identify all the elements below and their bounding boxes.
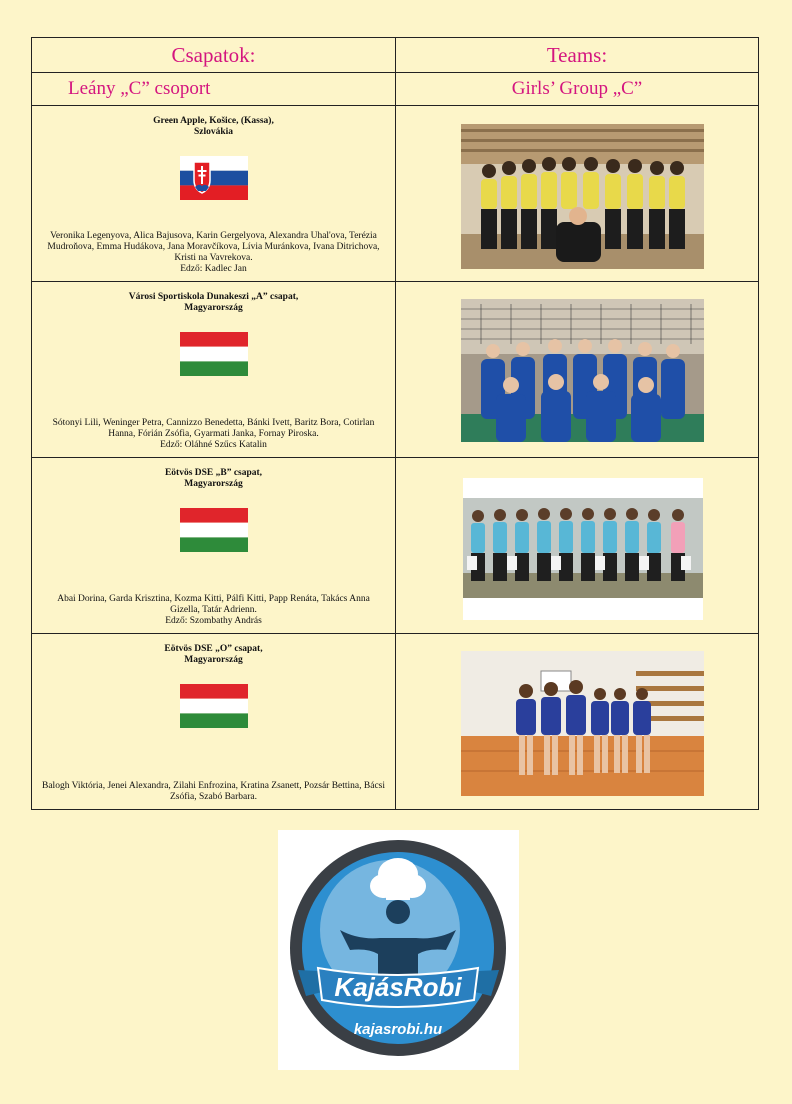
table-row	[32, 458, 759, 634]
players-list: Balogh Viktória, Jenei Alexandra, Zilahi Enfrozina, Kratina Zsanett, Pozsár Bettina, Bácsi Zsófia, Szabó Barbara.	[42, 781, 386, 802]
team-name-line: Eötvös DSE „B” csapat,	[164, 468, 263, 478]
team-players	[42, 594, 385, 627]
team-name	[32, 458, 395, 490]
team-photo-cell	[396, 458, 759, 634]
team-info-cell	[32, 634, 396, 810]
subheader-right-title: Girls’ Group „C”	[511, 78, 643, 99]
logo-url-text: kajasrobi.hu	[353, 1021, 443, 1038]
team-players	[42, 231, 385, 275]
hungary-flag-icon	[180, 332, 248, 376]
team-photo-gym	[461, 651, 704, 796]
table-row	[32, 634, 759, 810]
team-name-line: Green Apple, Košice, (Kassa),	[153, 116, 274, 126]
team-photo-medals	[463, 478, 703, 620]
table-row	[32, 106, 759, 282]
players-list: Abai Dorina, Garda Krisztina, Kozma Kitti, Pálfi Kitti, Papp Renáta, Takács Anna Gizella, Tatár Adrienn.	[57, 594, 370, 615]
team-info-cell	[32, 282, 396, 458]
team-info-cell	[32, 458, 396, 634]
coach-name: Edző: Szombathy András	[165, 616, 262, 626]
team-country: Szlovákia	[193, 127, 234, 137]
team-info-cell	[32, 106, 396, 282]
team-country: Magyarország	[184, 655, 243, 665]
logo-brand-text: KajásRobi	[334, 972, 462, 1002]
team-country: Magyarország	[184, 479, 243, 489]
team-photo-yellow	[461, 124, 704, 269]
subheader-right-cell	[396, 73, 759, 106]
team-name	[32, 634, 395, 666]
team-name	[32, 282, 395, 314]
subheader-left-cell	[32, 73, 396, 106]
header-right-title: Teams:	[546, 43, 608, 67]
team-photo-cell	[396, 282, 759, 458]
team-photo-cell	[396, 106, 759, 282]
kajasrobi-logo	[278, 830, 519, 1070]
team-players	[42, 781, 385, 803]
header-left-cell	[32, 38, 396, 73]
team-photo-blue-tracksuit	[461, 299, 704, 442]
header-left-title: Csapatok:	[171, 43, 256, 67]
coach-name: Edző: Kadlec Jan	[180, 264, 247, 274]
chef-logo-icon	[278, 830, 519, 1070]
team-name	[32, 106, 395, 138]
teams-table	[31, 37, 759, 810]
players-list: Veronika Legenyova, Alica Bajusova, Karin Gergelyova, Alexandra Uhal'ova, Terézia Mudroňova, Emma Hudákova, Jana Moravčíkova, Lívia Muránkova, Ivana Ditrichova, Kristi na Vavrekova.	[47, 231, 380, 263]
players-list: Sótonyi Lili, Weninger Petra, Cannizzo Benedetta, Bánki Ivett, Baritz Bora, Cotirlan Hanna, Fórián Zsófia, Gyarmati Janka, Fornay Piroska.	[52, 418, 375, 439]
header-right-cell	[396, 38, 759, 73]
team-photo-cell	[396, 634, 759, 810]
hungary-flag-icon	[180, 508, 248, 552]
coach-name: Edző: Oláhné Szűcs Katalin	[160, 440, 267, 450]
team-country: Magyarország	[184, 303, 243, 313]
team-name-line: Eötvös DSE „O” csapat,	[164, 644, 263, 654]
team-players	[42, 418, 385, 451]
team-name-line: Városi Sportiskola Dunakeszi „A” csapat,	[128, 292, 299, 302]
slovakia-flag-icon	[180, 156, 248, 200]
table-row	[32, 282, 759, 458]
subheader-left-title: Leány „C” csoport	[68, 78, 211, 99]
hungary-flag-icon	[180, 684, 248, 728]
